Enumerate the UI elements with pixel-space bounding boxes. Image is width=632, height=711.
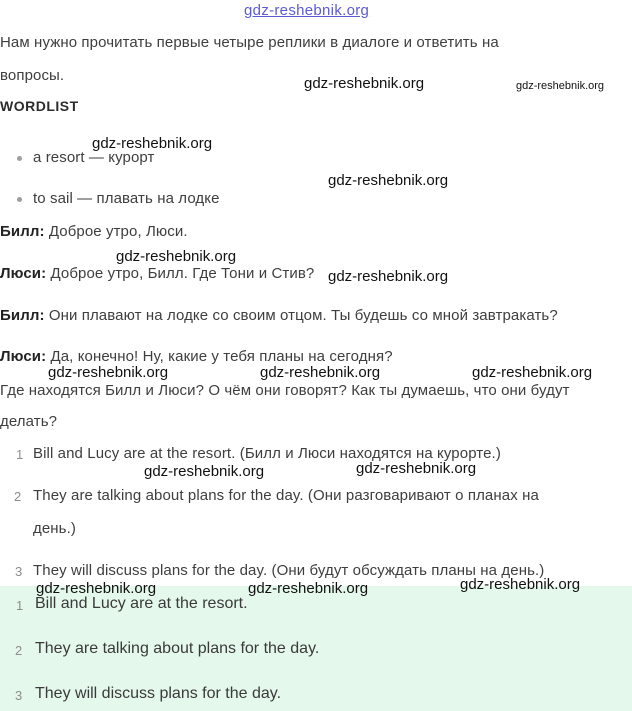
watermark: gdz-reshebnik.org (116, 248, 237, 265)
dialogue-line-3 (0, 307, 558, 324)
dialogue-text: Они плавают на лодке со своим отцом. Ты будешь со мной завтракать? (44, 307, 558, 324)
intro-line-2: вопросы. (0, 67, 65, 84)
dialogue-text: Доброе утро, Люси. (44, 223, 188, 240)
watermark: gdz-reshebnik.org (260, 364, 381, 381)
answer-number: 2 (15, 643, 23, 658)
speaker-name: Билл: (0, 307, 45, 324)
answer-text-cont: день.) (33, 520, 76, 537)
bullet-icon (17, 197, 22, 202)
answer-en-text: They are talking about plans for the day. (35, 640, 320, 657)
watermark: gdz-reshebnik.org (328, 172, 449, 189)
watermark: gdz-reshebnik.org (304, 75, 425, 92)
answer-number: 1 (16, 447, 24, 462)
dialogue-text: Доброе утро, Билл. Где Тони и Стив? (46, 265, 315, 282)
speaker-name: Билл: (0, 223, 45, 240)
answer-text: Bill and Lucy are at the resort. (Билл и Люси находятся на курорте.) (33, 445, 501, 462)
watermark: gdz-reshebnik.org (460, 576, 581, 593)
answer-number: 3 (15, 688, 23, 703)
answer-en-text: Bill and Lucy are at the resort. (35, 595, 248, 612)
watermark: gdz-reshebnik.org (92, 135, 213, 152)
watermark: gdz-reshebnik.org (516, 80, 605, 92)
answer-text: They are talking about plans for the day. (Они разговаривают о планах на (33, 487, 539, 504)
wordlist-item: to sail — плавать на лодке (33, 190, 220, 207)
watermark: gdz-reshebnik.org (36, 580, 157, 597)
watermark: gdz-reshebnik.org (48, 364, 169, 381)
watermark: gdz-reshebnik.org (356, 460, 477, 477)
dialogue-text: Да, конечно! Ну, какие у тебя планы на сегодня? (46, 348, 393, 365)
questions-line-1: Где находятся Билл и Люси? О чём они говорят? Как ты думаешь, что они будут (0, 382, 570, 399)
answer-text: They will discuss plans for the day. (Они будут обсуждать планы на день.) (33, 562, 545, 579)
speaker-name: Люси: (0, 265, 47, 282)
header-watermark: gdz-reshebnik.org (244, 2, 370, 19)
answer-number: 3 (15, 564, 23, 579)
intro-line-1: Нам нужно прочитать первые четыре реплики в диалоге и ответить на (0, 34, 499, 51)
wordlist-heading: WORDLIST (0, 98, 79, 114)
dialogue-line-4 (0, 348, 393, 365)
watermark: gdz-reshebnik.org (472, 364, 593, 381)
answer-number: 1 (16, 598, 24, 613)
wordlist-item: a resort — курорт (33, 149, 155, 166)
dialogue-line-2 (0, 265, 314, 282)
answer-en-text: They will discuss plans for the day. (35, 685, 282, 702)
watermark: gdz-reshebnik.org (248, 580, 369, 597)
dialogue-line-1 (0, 223, 188, 240)
speaker-name: Люси: (0, 348, 47, 365)
answer-number: 2 (14, 489, 22, 504)
watermark: gdz-reshebnik.org (144, 463, 265, 480)
bullet-icon (17, 156, 22, 161)
watermark: gdz-reshebnik.org (328, 268, 449, 285)
questions-line-2: делать? (0, 413, 58, 430)
